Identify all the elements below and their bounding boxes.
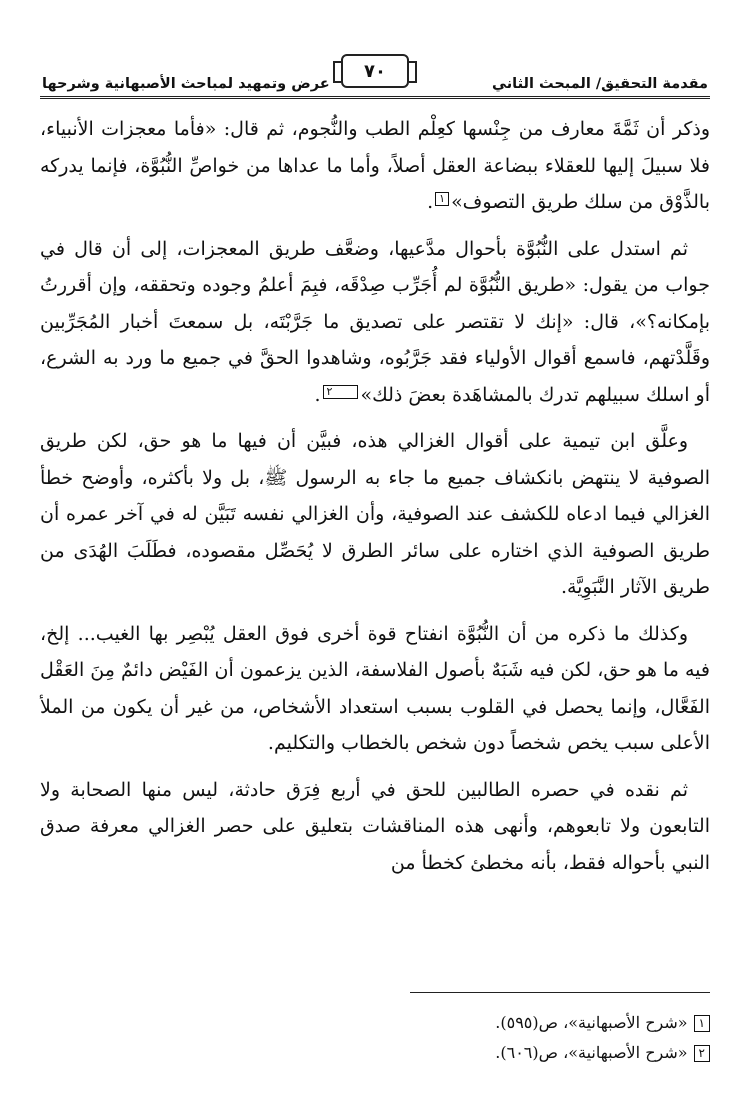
paragraph-text: وكذلك ما ذكره من أن النُّبُوَّة انفتاح قوة أخرى فوق العقل يُبْصِر بها الغيب... إلخ، فيه ما هو حق، لكن فيه شَبَهٌ بأصول الفلاسفة، الذين يزعمون أن الفَيْض دائمٌ مِنَ العَقْل الفَعَّال، وإنما يحصل في القلوب بسبب استعداد الأشخاص، من غير أن يكون من الملأ الأعلى سبب يخص شخصاً دون شخص بالخطاب والتكليم. — [40, 622, 710, 754]
paragraph-text: ثم استدل على النُّبُوَّة بأحوال مدَّعيها، وضعَّف طريق المعجزات، إلى أن قال في جواب من يقول: «طريق النُّبُوَّة لم أُجَرِّب صِدْقَه، فبِمَ أعلمُ وجوده وتحققه، وإن أقررتُ بإمكانه؟»، قال: «إنك لا تقتصر على تصديق ما جَرَّبْتَه، بل سمعتَ أخبار المُجَرِّبين وقَلَّدْتهم، فاسمع أقوال الأولياء فقد جَرَّبُوه، وشاهدوا الحقَّ في جميع ما ورد به الشرع، أو اسلك سبيلهم تدرك بالمشاهَدة بعضَ ذلك» — [40, 237, 710, 406]
footnote-item — [40, 1038, 710, 1068]
paragraph — [40, 423, 710, 606]
footnote-number: ١ — [694, 1015, 710, 1032]
page-number: ٧٠ — [364, 60, 386, 82]
footnote-reference[interactable]: ١ — [435, 192, 449, 206]
body-text — [40, 111, 710, 881]
paragraph — [40, 616, 710, 762]
paragraph-text: ثم نقده في حصره الطالبين للحق في أربع فِرَق حادثة، ليس منها الصحابة ولا التابعون ولا تابعوهم، وأنهى هذه المناقشات بتعليق على حصر الغزالي معرفة صدق النبي بأحواله فقط، بأنه مخطئ كخطأ من — [40, 778, 710, 874]
footnote-reference[interactable]: ٢ — [323, 385, 359, 399]
paragraph — [40, 772, 710, 882]
footnote-separator — [410, 992, 710, 993]
running-header — [40, 52, 710, 99]
paragraph: وذكر أن ثَمَّةَ معارف من جِنْسها كعِلْم الطب والنُّجوم، ثم قال: «فأما معجزات الأنبياء، فلا سبيلَ إليها للعقلاء ببضاعة العقل أصلاً، وأما ما عداها من خواصِّ النُّبُوَّة، فإنما يدركه بالذَّوْق من سلك طريق التصوف»١. — [40, 118, 710, 213]
footnote-text: «شرح الأصبهانية»، ص(٦٠٦). — [495, 1043, 688, 1062]
header-book-title: عرض وتمهيد لمباحث الأصبهانية وشرحها — [42, 76, 330, 92]
paragraph-text: وعلَّق ابن تيمية على أقوال الغزالي هذه، فبيَّن أن فيها ما هو حق، لكن طريق الصوفية لا ينتهض بانكشاف جميع ما جاء به الرسول ﷺ، بل ولا بأكثره، وأوضح خطأ الغزالي فيما ادعاه للكشف عند الصوفية، وأن الغزالي نفسه تَبَيَّن له في آخر عمره أن طريق الصوفية الذي اختاره على سائر الطرق لا يُحَصِّل مقصوده، فطَلَبَ الهُدَى من طريق الآثار النَّبَوِيَّة. — [40, 430, 710, 598]
page-number-frame — [341, 54, 409, 88]
footnotes — [40, 1008, 710, 1068]
paragraph-text: وذكر أن ثَمَّةَ معارف من جِنْسها كعِلْم الطب والنُّجوم، ثم قال: «فأما معجزات الأنبياء، فلا سبيلَ إليها للعقلاء ببضاعة العقل أصلاً، وأما ما عداها من خواصِّ النُّبُوَّة، فإنما يدركه بالذَّوْق من سلك طريق التصوف» — [40, 118, 710, 213]
footnote-number: ٢ — [694, 1045, 710, 1062]
footnote-text: «شرح الأصبهانية»، ص(٥٩٥). — [495, 1013, 688, 1032]
header-chapter-title: مقدمة التحقيق/ المبحث الثاني — [492, 76, 708, 92]
footnote-item — [40, 1008, 710, 1038]
book-page — [40, 52, 710, 1092]
paragraph: ثم استدل على النُّبُوَّة بأحوال مدَّعيها، وضعَّف طريق المعجزات، إلى أن قال في جواب من يقول: «طريق النُّبُوَّة لم أُجَرِّب صِدْقَه، فبِمَ أعلمُ وجوده وتحققه، وإن أقررتُ بإمكانه؟»، قال: «إنك لا تقتصر على تصديق ما جَرَّبْتَه، بل سمعتَ أخبار المُجَرِّبين وقَلَّدْتهم، فاسمع أقوال الأولياء فقد جَرَّبُوه، وشاهدوا الحقَّ في جميع ما ورد به الشرع، أو اسلك سبيلهم تدرك بالمشاهَدة بعضَ ذلك»٢. — [40, 237, 710, 406]
